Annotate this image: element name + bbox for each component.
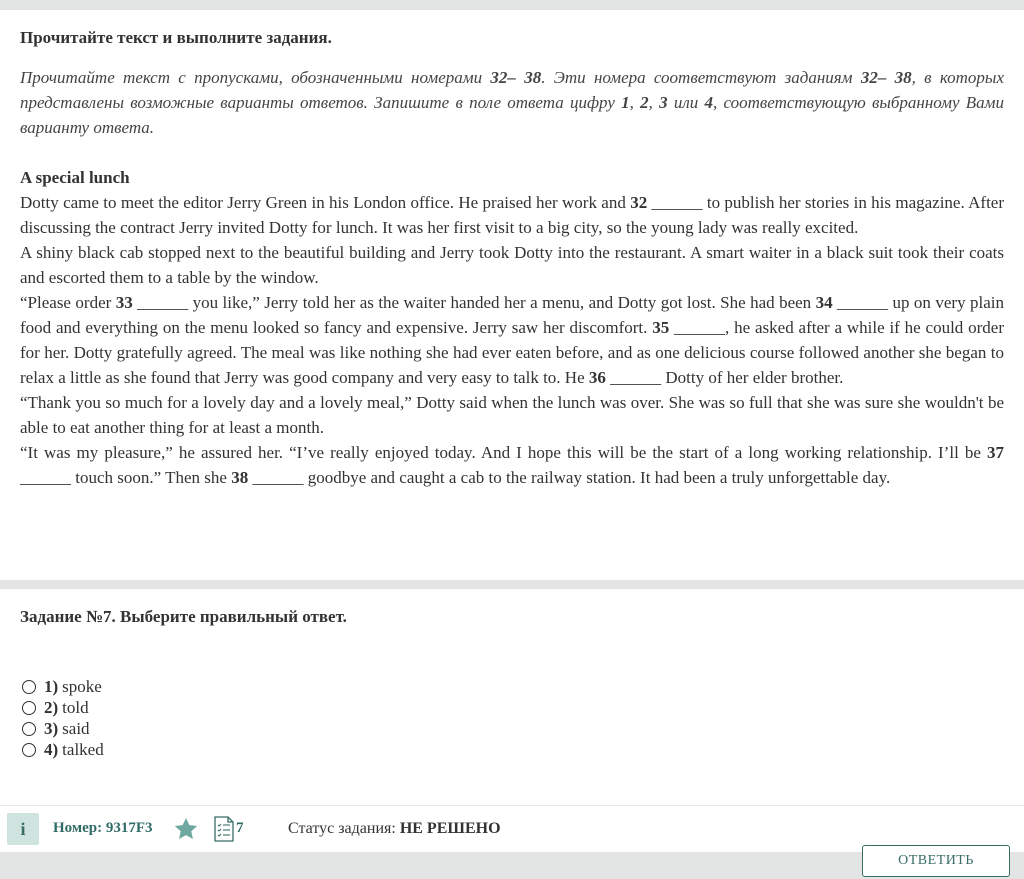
radio-button[interactable] bbox=[22, 743, 36, 757]
separator: , bbox=[648, 93, 660, 112]
answer-option-3[interactable] bbox=[20, 718, 104, 739]
option-label: talked bbox=[62, 739, 104, 759]
option-number: 4) bbox=[44, 739, 59, 759]
gap-number: 35 bbox=[652, 318, 670, 337]
passage-text: ______ touch soon.” Then she bbox=[20, 468, 232, 487]
gap-number: 37 bbox=[987, 443, 1004, 462]
answer-option-4[interactable] bbox=[20, 739, 104, 760]
option-number: 1) bbox=[44, 676, 59, 696]
separator: или bbox=[667, 93, 705, 112]
gap-number: 34 bbox=[815, 293, 833, 312]
answer-digit: 1 bbox=[621, 93, 630, 112]
passage-text: ______ to publish her stories in his magazine. After discussing the contract Jerry invited Dotty for lunch. It was her first visit to a big city, so the young lady was really excited. bbox=[20, 193, 1004, 237]
passage-paragraph bbox=[20, 290, 1004, 390]
document-list-icon[interactable] bbox=[213, 816, 235, 842]
passage-text: ______ Dotty of her elder brother. bbox=[605, 368, 844, 387]
passage-text: “It was my pleasure,” he assured her. “I’ve really enjoyed today. And I hope this will be the start of a long working relationship. I’ll be bbox=[20, 443, 987, 462]
passage-text: ______, he asked after a while if he could order for her. Dotty gratefully agreed. The meal was like nothing she had ever eaten before, and as one delicious course followed another she began to relax a little as she found that Jerry was good company and very easy to talk to. He bbox=[20, 318, 1004, 387]
task-status bbox=[288, 820, 501, 838]
answer-digit: 4 bbox=[704, 93, 713, 112]
task-range: 32– 38 bbox=[860, 68, 912, 87]
passage-text: ______ goodbye and caught a cab to the railway station. It had been a truly unforgettable day. bbox=[248, 468, 891, 487]
radio-button[interactable] bbox=[22, 701, 36, 715]
radio-button[interactable] bbox=[22, 680, 36, 694]
instructions-part: Прочитайте текст с пропусками, обозначенными номерами bbox=[20, 68, 491, 87]
gap-number: 38 bbox=[231, 468, 249, 487]
separator: , bbox=[629, 93, 641, 112]
passage-paragraph bbox=[20, 190, 1004, 240]
passage-paragraph bbox=[20, 440, 1004, 490]
section-divider-strip bbox=[0, 580, 1024, 589]
gap-number: 32 bbox=[630, 193, 648, 212]
option-number: 2) bbox=[44, 697, 59, 717]
answer-button[interactable]: ОТВЕТИТЬ bbox=[862, 845, 1010, 877]
document-count: 7 bbox=[236, 820, 244, 836]
info-icon: i bbox=[20, 818, 26, 839]
answer-option-1[interactable] bbox=[20, 676, 104, 697]
option-label: spoke bbox=[62, 676, 102, 696]
passage-text: “Please order bbox=[20, 293, 116, 312]
passage-paragraph: “Thank you so much for a lovely day and a lovely meal,” Dotty said when the lunch was over. She was so full that she was sure she wouldn't be able to eat another thing for at least a month. bbox=[20, 393, 1004, 437]
gap-number: 36 bbox=[588, 368, 606, 387]
status-prefix: Статус задания: bbox=[288, 820, 400, 837]
option-label: said bbox=[62, 718, 90, 738]
task-number: Номер: 9317F3 bbox=[53, 820, 153, 836]
answer-digit: 3 bbox=[659, 93, 668, 112]
status-value: НЕ РЕШЕНО bbox=[399, 820, 501, 837]
reading-passage bbox=[20, 165, 1004, 490]
passage-text: ______ you like,” Jerry told her as the waiter handed her a menu, and Dotty got lost. She had been bbox=[132, 293, 816, 312]
instructions-part: , в которых представлены возможные варианты ответов. Запишите в поле ответа цифру bbox=[20, 68, 1004, 112]
info-button[interactable] bbox=[7, 813, 39, 845]
star-icon[interactable] bbox=[173, 816, 199, 842]
instructions-part: , соответствующую выбранному Вами варианту ответа. bbox=[20, 93, 1005, 137]
task-range: 32– 38 bbox=[490, 68, 542, 87]
passage-title: A special lunch bbox=[20, 168, 130, 187]
top-divider-strip bbox=[0, 0, 1024, 10]
option-number: 3) bbox=[44, 718, 59, 738]
task-heading: Задание №7. Выберите правильный ответ. bbox=[20, 607, 347, 626]
radio-button[interactable] bbox=[22, 722, 36, 736]
instructions-heading: Прочитайте текст и выполните задания. bbox=[20, 28, 332, 47]
answer-option-2[interactable] bbox=[20, 697, 104, 718]
option-label: told bbox=[62, 697, 89, 717]
passage-text: Dotty came to meet the editor Jerry Green in his London office. He praised her work and bbox=[20, 193, 631, 212]
gap-number: 33 bbox=[115, 293, 133, 312]
instructions-text bbox=[20, 65, 1004, 140]
answer-options bbox=[20, 676, 104, 760]
passage-paragraph: A shiny black cab stopped next to the beautiful building and Jerry took Dotty into the restaurant. A smart waiter in a black suit took their coats and escorted them to a table by the window. bbox=[20, 243, 1004, 287]
passage-text: ______ up on very plain food and everything on the menu looked so fancy and expensive. Jerry saw her discomfort. bbox=[20, 293, 1005, 337]
answer-digit: 2 bbox=[640, 93, 649, 112]
instructions-part: . Эти номера соответствуют заданиям bbox=[541, 68, 861, 87]
